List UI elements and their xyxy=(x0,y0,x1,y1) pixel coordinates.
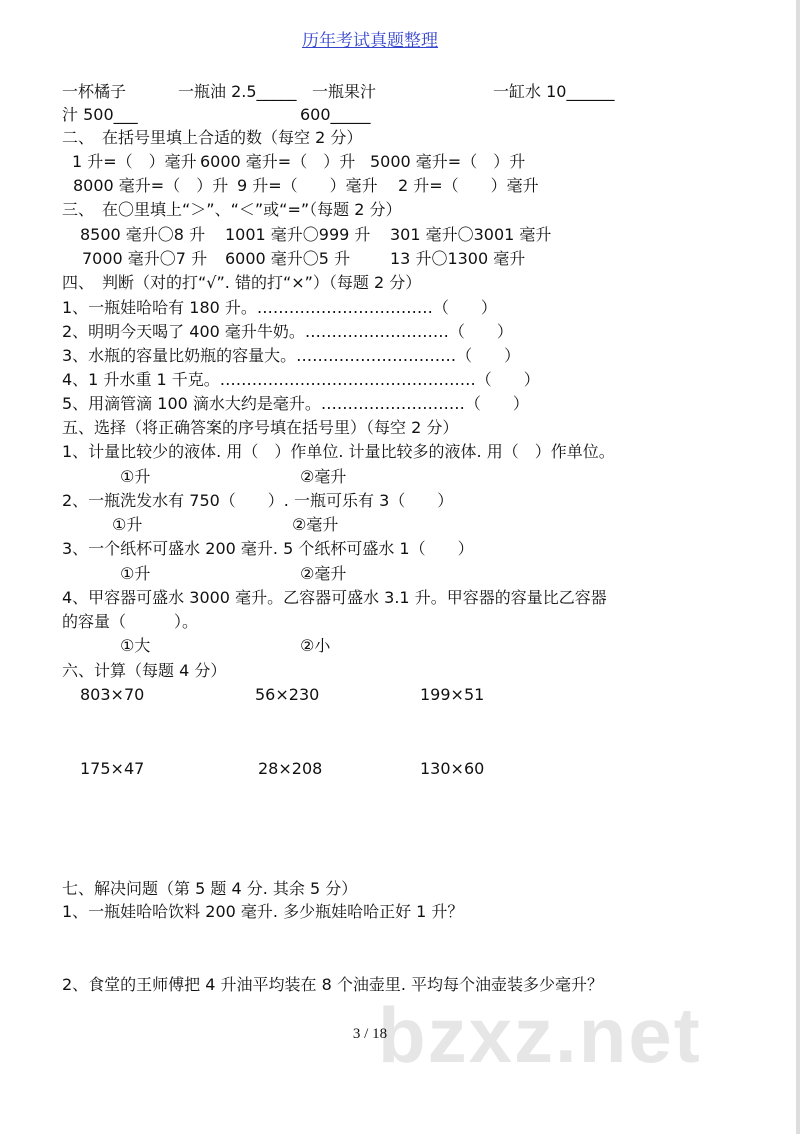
judgment-item: 4、1 升水重 1 千克。…………………………………………（ ） xyxy=(62,370,540,389)
fill-item: 一瓶油 2.5_____ xyxy=(178,82,297,101)
section-heading: 二、 在括号里填上合适的数（每空 2 分） xyxy=(62,128,363,147)
calc-item: 28×208 xyxy=(258,759,323,778)
question: 6000 毫升〇5 升 xyxy=(225,249,351,268)
option: ②毫升 xyxy=(292,515,339,534)
judgment-item: 3、水瓶的容量比奶瓶的容量大。…………………………（ ） xyxy=(62,346,521,365)
option: ②毫升 xyxy=(300,467,347,486)
page-number: 3 / 18 xyxy=(352,1026,388,1042)
option: ①升 xyxy=(120,564,151,583)
fill-item: 一缸水 10______ xyxy=(493,82,615,101)
question: 3、一个纸杯可盛水 200 毫升. 5 个纸杯可盛水 1（ ） xyxy=(62,539,474,558)
question: 5000 毫升=（ ）升 xyxy=(370,152,526,171)
page-title: 历年考试真题整理 xyxy=(302,31,438,51)
calc-item: 803×70 xyxy=(80,685,145,704)
question: 的容量（ ）。 xyxy=(62,612,199,631)
judgment-item: 1、一瓶娃哈哈有 180 升。……………………………（ ） xyxy=(62,298,497,317)
fill-item: 汁 500___ xyxy=(62,105,138,124)
judgment-item: 5、用滴管滴 100 滴水大约是毫升。………………………（ ） xyxy=(62,394,529,413)
option: ①升 xyxy=(112,515,143,534)
option: ②毫升 xyxy=(300,564,347,583)
fill-item: 一瓶果汁 xyxy=(312,82,377,101)
question: 6000 毫升=（ ）升 xyxy=(200,152,356,171)
question: 8500 毫升〇8 升 xyxy=(80,225,206,244)
question: 2 升=（ ）毫升 xyxy=(398,176,539,195)
question: 7000 毫升〇7 升 xyxy=(82,249,208,268)
judgment-item: 2、明明今天喝了 400 毫升牛奶。………………………（ ） xyxy=(62,322,513,341)
fill-item: 一杯橘子 xyxy=(62,82,127,101)
section-heading: 四、 判断（对的打“√”. 错的打“×”）（每题 2 分） xyxy=(62,273,422,292)
section-heading: 六、计算（每题 4 分） xyxy=(62,661,227,680)
question: 301 毫升〇3001 毫升 xyxy=(390,225,552,244)
fill-item: 600_____ xyxy=(300,105,371,124)
question: 13 升〇1300 毫升 xyxy=(390,249,526,268)
question: 1001 毫升〇999 升 xyxy=(225,225,371,244)
question: 1、计量比较少的液体. 用（ ）作单位. 计量比较多的液体. 用（ ）作单位。 xyxy=(62,442,615,461)
section-heading: 三、 在〇里填上“＞”、“＜”或“=”（每题 2 分） xyxy=(62,200,402,219)
question: 8000 毫升=（ ）升 xyxy=(73,176,229,195)
calc-item: 130×60 xyxy=(420,759,485,778)
section-heading: 五、选择（将正确答案的序号填在括号里）（每空 2 分） xyxy=(62,418,459,437)
word-problem: 1、一瓶娃哈哈饮料 200 毫升. 多少瓶娃哈哈正好 1 升？ xyxy=(62,902,464,921)
watermark: bzxz.net xyxy=(378,991,702,1079)
calc-item: 199×51 xyxy=(420,685,485,704)
question: 4、甲容器可盛水 3000 毫升。乙容器可盛水 3.1 升。甲容器的容量比乙容器 xyxy=(62,588,607,607)
page-edge xyxy=(796,0,800,1134)
calc-item: 175×47 xyxy=(80,759,145,778)
question: 1 升=（ ）毫升 xyxy=(72,152,197,171)
option: ②小 xyxy=(300,636,331,655)
option: ①升 xyxy=(120,467,151,486)
word-problem: 2、食堂的王师傅把 4 升油平均装在 8 个油壶里. 平均每个油壶装多少毫升？ xyxy=(62,975,604,994)
question: 2、一瓶洗发水有 750（ ）. 一瓶可乐有 3（ ） xyxy=(62,491,454,510)
section-heading: 七、解决问题（第 5 题 4 分. 其余 5 分） xyxy=(62,879,358,898)
calc-item: 56×230 xyxy=(255,685,320,704)
question: 9 升=（ ）毫升 xyxy=(237,176,378,195)
option: ①大 xyxy=(120,636,151,655)
